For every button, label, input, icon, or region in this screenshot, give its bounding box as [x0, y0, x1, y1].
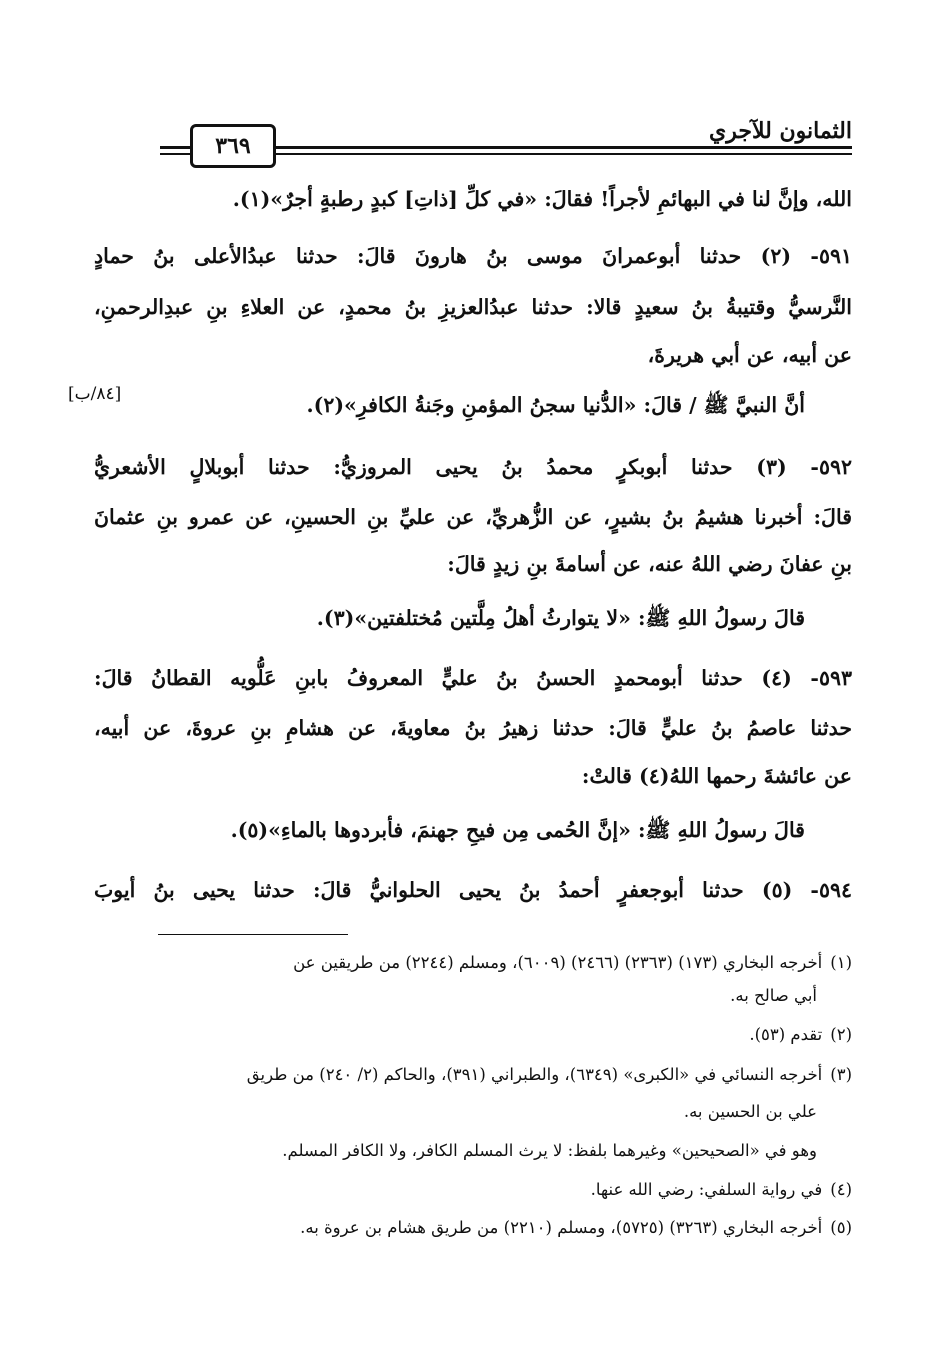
text-line: ٥٩١- (٢) حدثنا أبوعمرانَ موسى بنُ هارونَ قالَ: حدثنا عبدُالأعلى بنُ حمادٍ: [94, 244, 852, 268]
text-line: حدثنا عاصمُ بنُ عليٍّ قالَ: حدثنا زهيرُ بنُ معاويةَ، عن هشامِ بنِ عروةَ، عن أبيه،: [94, 716, 852, 740]
footnote-separator: [158, 934, 348, 935]
footnote-3-continued: علي بن الحسين به.: [683, 1102, 817, 1121]
page-header: [140, 112, 852, 182]
footnote-1-continued: أبي صالح به.: [730, 986, 817, 1005]
footnote-number: (٢): [830, 1025, 852, 1044]
text-line: عن عائشةَ رحمها اللهُ(٤) قالتْ:: [581, 764, 852, 788]
running-title: الثمانون للآجري: [709, 118, 852, 144]
footnote-4: [591, 1177, 852, 1203]
text-line: النَّرسيُّ وقتيبةُ بنُ سعيدٍ قالا: حدثنا عبدُالعزيزِ بنُ محمدٍ، عن العلاءِ بنِ عبدِالرحمنِ،: [94, 295, 852, 319]
footnote-number: (٥): [830, 1218, 852, 1237]
footnote-number: (٤): [830, 1180, 852, 1199]
text-line: عن أبيه، عن أبي هريرةَ،: [647, 343, 852, 367]
footnote-text: في رواية السلفي: رضي الله عنها.: [590, 1180, 823, 1199]
footnote-text: أخرجه البخاري (٣٢٦٣) (٥٧٢٥)، ومسلم (٢٢١٠) من طريق هشام بن عروة به.: [300, 1218, 823, 1237]
footnote-text: أخرجه النسائي في «الكبرى» (٦٣٤٩)، والطبراني (٣٩١)، والحاكم (٢/ ٢٤٠) من طريق: [246, 1065, 823, 1084]
footnote-3: [247, 1062, 852, 1088]
footnote-text: أخرجه البخاري (١٧٣) (٢٣٦٣) (٢٤٦٦) (٦٠٠٩)، ومسلم (٢٢٤٤) من طريقين عن: [293, 953, 823, 972]
footnote-text: تقدم (٥٣).: [749, 1025, 823, 1044]
margin-folio-note: [٨٤/ب]: [68, 384, 122, 404]
page-number: ٣٦٩: [190, 124, 276, 168]
text-line: ٥٩٢- (٣) حدثنا أبوبكرٍ محمدُ بنُ يحيى المروزيُّ: حدثنا أبوبلالٍ الأشعريُّ: [94, 455, 852, 479]
hadith-line: أنَّ النبيَّ ﷺ / قالَ: «الدُّنيا سجنُ المؤمنِ وجَنةُ الكافرِ»(٢).: [306, 393, 805, 417]
footnote-number: (٣): [830, 1065, 852, 1084]
text-line: ٥٩٣- (٤) حدثنا أبومحمدٍ الحسنُ بنُ عليٍّ المعروفُ بابنِ عَلُّويه القطانُ قالَ:: [94, 666, 852, 690]
footnote-2: [749, 1022, 852, 1048]
hadith-line: قالَ رسولُ اللهِ ﷺ: «إنَّ الحُمى مِن فيحِ جهنمَ، فأبردوها بالماءِ»(٥).: [230, 818, 805, 842]
text-line: بنِ عفانَ رضي اللهُ عنه، عن أسامةَ بنِ زيدٍ قالَ:: [447, 552, 852, 576]
footnote-5: [300, 1215, 852, 1241]
footnote-1: [293, 950, 852, 976]
hadith-line: قالَ رسولُ اللهِ ﷺ: «لا يتوارثُ أهلُ مِلَّتين مُختلفتين»(٣).: [316, 606, 805, 630]
footnote-3-note: وهو في «الصحيحين» وغيرهما بلفظ: لا يرث المسلم الكافر، ولا الكافر المسلم.: [282, 1141, 817, 1160]
text-line: الله، وإنَّ لنا في البهائمِ لأجراً! فقالَ: «في كلِّ [ذاتِ] كبدٍ رطبةٍ أجرٌ»(١).: [232, 187, 852, 211]
text-line: ٥٩٤- (٥) حدثنا أبوجعفرٍ أحمدُ بنُ يحيى الحلوانيُّ قالَ: حدثنا يحيى بنُ أيوبَ: [94, 878, 852, 902]
footnote-number: (١): [830, 953, 852, 972]
text-line: قالَ: أخبرنا هشيمُ بنُ بشيرٍ، عن الزُّهريِّ، عن عليِّ بنِ الحسينِ، عن عمرو بنِ عثمانَ: [94, 505, 852, 529]
